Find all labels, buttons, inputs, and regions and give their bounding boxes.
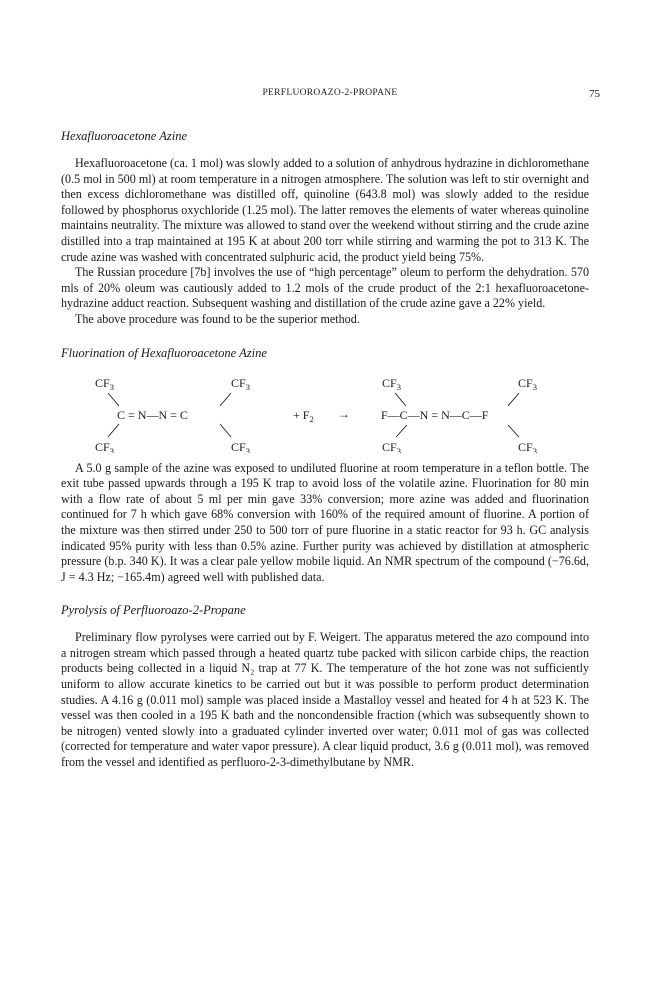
running-title: PERFLUOROAZO-2-PROPANE xyxy=(262,88,398,98)
reagent-f2: + $F_2$ xyxy=(293,407,314,424)
paragraph: A 5.0 g sample of the azine was exposed to undiluted fluorine at room temperature in a teflon bottle. The exit tube passed upwards through a 195 K trap to avoid loss of the volatile azine. Fluorination for 80 min with a flow rate of about 5 ml per min gave 33% conversion; more azine was added and fluorination continued for 7 h which gave 68% conversion with 160% of the required amount of fluorine. A portion of the mixture was then stirred under 250 to 500 torr of pure fluorine in a static reactor for 93 h. GC analysis indicated 95% purity with less than 0.5% azine. Further purity was achieved by distillation at atmospheric pressure (b.p. 340 K). It was a clear pale yellow mobile liquid. An NMR spectrum of the compound (−76.6d, J = 4.3 Hz; −165.4m) agreed well with published data. xyxy=(61,460,589,584)
bond xyxy=(108,424,119,437)
product-cf3-top-right: $CF_3$ xyxy=(518,375,537,392)
bond xyxy=(396,425,407,437)
reactant-cf3-bottom-left: $CF_3$ xyxy=(95,439,114,453)
reaction-scheme-drawing xyxy=(61,373,589,453)
reactant-cf3-top-right: $CF_3$ xyxy=(231,375,250,392)
bond xyxy=(220,424,231,437)
bond xyxy=(395,393,406,406)
bond xyxy=(108,393,119,406)
paragraph: Preliminary flow pyrolyses were carried out by F. Weigert. The apparatus metered the azo compound into a nitrogen stream which passed through a heated quartz tube packed with silicon carbide chips, the reaction products being collected in a liquid N₂ trap at 77 K. The temperature of the hot zone was not sufficiently uniform to allow accurate kinetics to be carried out but it was possible to perform product determination studies. A 4.16 g (0.011 mol) sample was placed inside a Mastalloy vessel and heated for 4 h at 523 K. The vessel was then cooled in a 195 K bath and the noncondensible fraction (which was subsequently shown to be nitrogen) vented slowly into a graduated cylinder inverted over water; 0.011 mol of gas was collected (corrected for temperature and water vapor pressure). A clear liquid product, 3.6 g (0.011 mol), was removed from the vessel and identified as perfluoro-2-3-dimethylbutane by NMR. xyxy=(61,630,589,770)
page-number: 75 xyxy=(589,88,600,100)
product-cf3-bottom-right: $CF_3$ xyxy=(518,439,537,453)
paragraph: The Russian procedure [7b] involves the use of “high percentage” oleum to perform the dehydration. 570 mls of 20% oleum was cautiously added to 1.2 mols of the crude product of the 2:1 hexafluoroacetone-hydrazine adduct reaction. Subsequent washing and distillation of the crude azine gave a 22% yield. xyxy=(61,265,589,311)
product-cf3-bottom-left: $CF_3$ xyxy=(382,439,401,453)
bond xyxy=(220,393,231,406)
reactant-cf3-bottom-right: $CF_3$ xyxy=(231,439,250,453)
bond xyxy=(508,393,519,406)
running-header xyxy=(60,88,600,102)
section-heading-pyrolysis: Pyrolysis of Perfluoroazo-2-Propane xyxy=(61,603,246,618)
paragraph: Hexafluoroacetone (ca. 1 mol) was slowly added to a solution of anhydrous hydrazine in dichloromethane (0.5 mol in 500 ml) at room temperature in a nitrogen atmosphere. The solution was left to stir overnight and then excess dichloromethane was distilled off, quinoline (643.8 mol) was slowly added to the residue followed by phosphorus oxychloride (1.25 mol). The latter removes the elements of water whereas quinoline maintains neutrality. The mixture was allowed to stand over the weekend without stirring and the crude azine distilled into a trap maintained at 195 K at about 200 torr while stirring and warming the pot to 313 K. The crude azine was washed with concentrated sulphuric acid, the product yield being 75%. xyxy=(61,156,589,264)
product-cf3-top-left: $CF_3$ xyxy=(382,375,401,392)
paragraph: The above procedure was found to be the superior method. xyxy=(75,311,360,326)
reaction-arrow: → xyxy=(338,406,350,421)
reactant-core: C = N—N = C xyxy=(117,407,188,422)
body-text xyxy=(61,128,589,771)
bond xyxy=(508,425,519,437)
product-core: F—C—N = N—C—F xyxy=(381,407,489,422)
reactant-cf3-top-left: $CF_3$ xyxy=(95,375,114,392)
reaction-scheme xyxy=(61,373,589,453)
section-heading-fluorination: Fluorination of Hexafluoroacetone Azine xyxy=(61,345,267,360)
section-heading-azine: Hexafluoroacetone Azine xyxy=(61,129,188,143)
